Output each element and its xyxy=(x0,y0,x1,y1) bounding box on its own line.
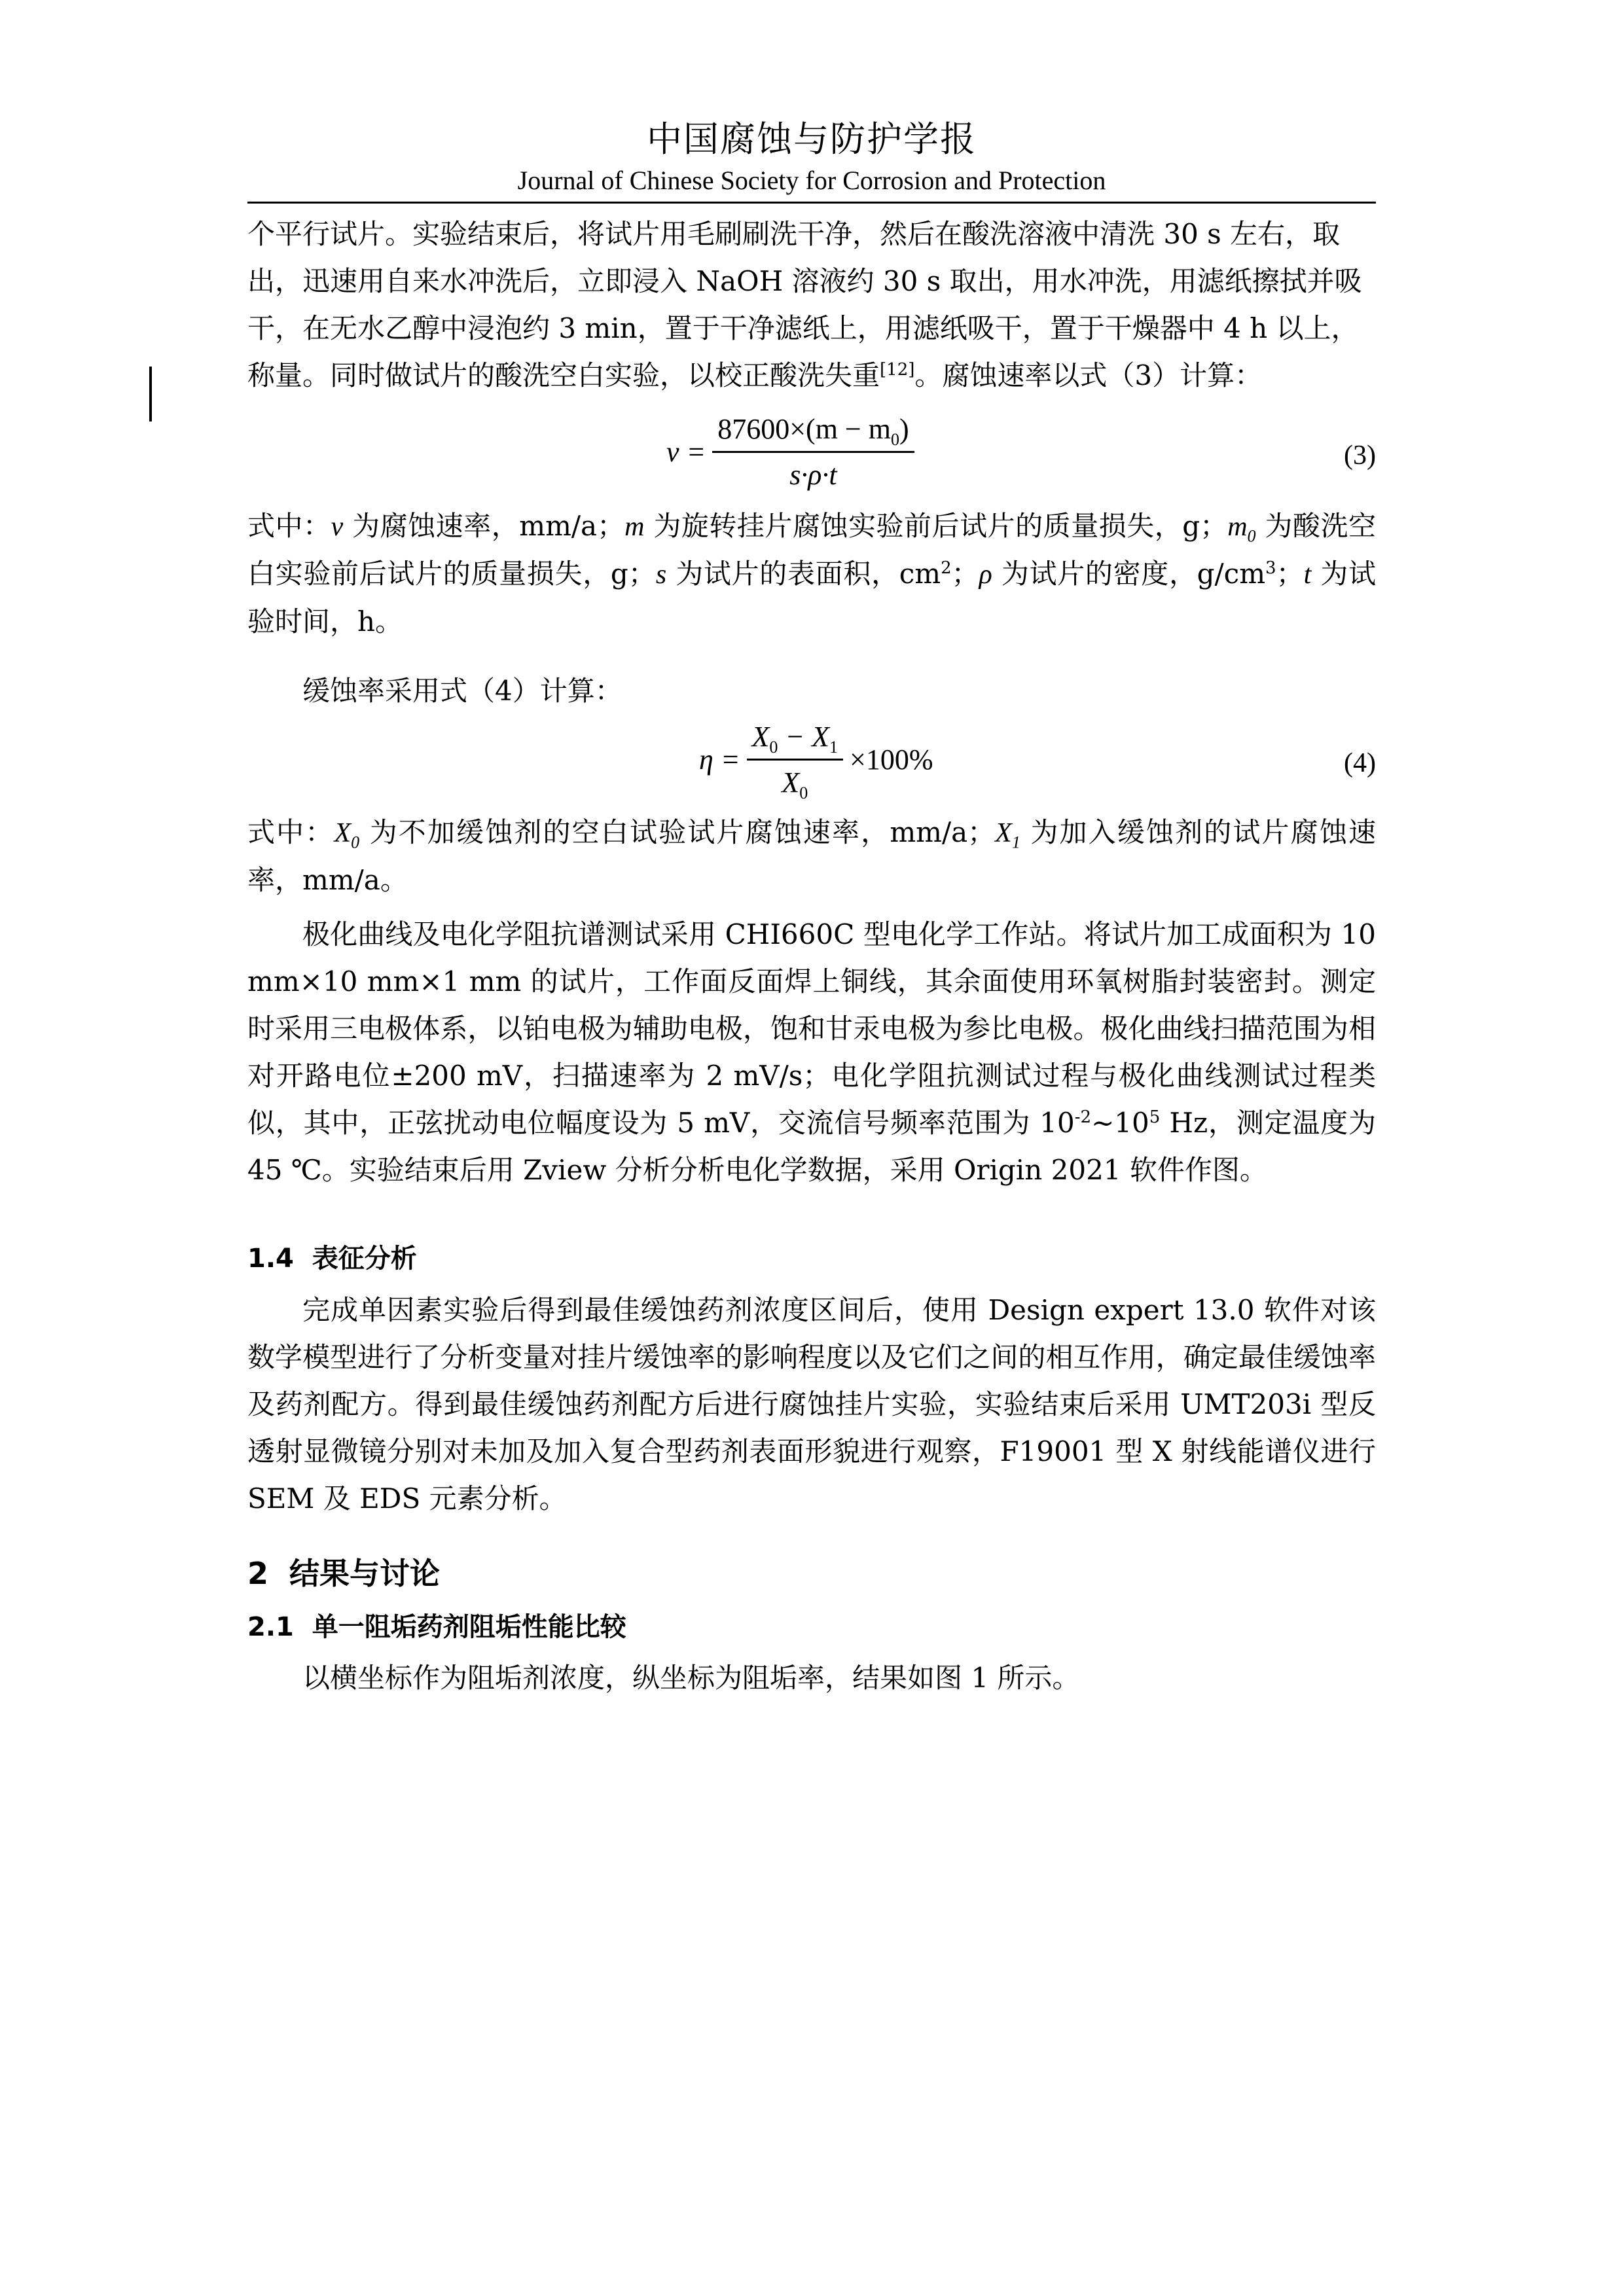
paragraph-results-intro: 以横坐标作为阻垢剂浓度，纵坐标为阻垢率，结果如图 1 所示。 xyxy=(302,1662,1080,1694)
paragraph-characterization: 完成单因素实验后得到最佳缓蚀药剂浓度区间后，使用 Design expert 13.0 软件对该数学模型进行了分析变量对挂片缓蚀率的影响程度以及它们之间的相互作用，确定最佳缓蚀率及药剂配方。得到最佳缓蚀药剂配方后进行腐蚀挂片实验，实验结束后采用 UMT203i 型反透射显微镜分别对未加及加入复合型药剂表面形貌进行观察，F19001 型 X 射线能谱仪进行 SEM 及 EDS 元素分析。 xyxy=(247,1294,1376,1515)
formula-3-definitions: 式中：v 为腐蚀速率，mm/a；m 为旋转挂片腐蚀实验前后试片的质量损失，g；$m_0$ 为酸洗空白实验前后试片的质量损失，g；s 为试片的表面积，$cm^2$；ρ 为试片的密度，$g/cm^3$；t 为试验时间，h。 xyxy=(247,510,1376,637)
formula-4-lhs: η = xyxy=(699,744,740,776)
formula-3-fraction xyxy=(712,412,914,492)
paragraph-continuation xyxy=(247,211,1376,399)
header-divider xyxy=(247,202,1376,204)
formula-3-numerator: $87600\times(m - m_0)$ xyxy=(712,412,914,453)
formula-4-numerator: $X_0 - X_1$ xyxy=(747,720,843,761)
paragraph-electrochemical: 极化曲线及电化学阻抗谱测试采用 CHI660C 型电化学工作站。将试片加工成面积为 10 mm×10 mm×1 mm 的试片，工作面反面焊上铜线，其余面使用环氧树脂封装密封。测定时采用三电极体系，以铂电极为辅助电极，饱和甘汞电极为参比电极。极化曲线扫描范围为相对开路电位±200 mV，扫描速率为 2 mV/s；电化学阻抗测试过程与极化曲线测试过程类似，其中，正弦扰动电位幅度设为 5 mV，交流信号频率范围为 $10^{-2}\sim 10^5$ Hz，测定温度为 45 ℃。实验结束后用 Zview 分析分析电化学数据，采用 Origin 2021 软件作图。 xyxy=(247,918,1376,1186)
formula-3-denominator: s·ρ·t xyxy=(789,459,837,491)
formula-4-fraction xyxy=(747,720,843,802)
journal-header xyxy=(247,115,1376,198)
formula-3 xyxy=(247,412,1376,497)
section-heading-2-1: 2.1 单一阻垢药剂阻垢性能比较 xyxy=(247,1612,626,1642)
para1-line3: 干，在无水乙醇中浸泡约 3 min，置于干净滤纸上，用滤纸吸干，置于干燥器中 4 h 以上， xyxy=(247,312,1359,344)
citation-ref: [12] xyxy=(880,360,915,380)
para1-line4: 称量。同时做试片的酸洗空白实验，以校正酸洗失重[12]。腐蚀速率以式（3）计算： xyxy=(247,359,1263,391)
formula-4-number: (4) xyxy=(1344,748,1376,778)
para1-line2: 出，迅速用自来水冲洗后，立即浸入 NaOH 溶液约 30 s 取出，用水冲洗，用滤纸擦拭并吸 xyxy=(247,265,1362,297)
formula-3-number: (3) xyxy=(1344,440,1376,471)
formula-4-denominator: $X_0$ xyxy=(782,766,808,802)
journal-title-en: Journal of Chinese Society for Corrosion and Protection xyxy=(517,166,1106,195)
section-heading-2: 2 结果与讨论 xyxy=(247,1556,441,1591)
formula-3-lhs: v = xyxy=(666,436,706,468)
section-heading-1-4: 1.4 表征分析 xyxy=(247,1244,417,1274)
revision-bar xyxy=(149,367,152,422)
formula-4-tail: ×100% xyxy=(850,744,933,776)
journal-title-cn: 中国腐蚀与防护学报 xyxy=(647,118,977,160)
formula-4 xyxy=(247,720,1376,805)
para1-line1: 个平行试片。实验结束后，将试片用毛刷刷洗干净，然后在酸洗溶液中清洗 30 s 左右，取 xyxy=(247,218,1341,250)
formula-4-definitions: 式中：$X_0$ 为不加缓蚀剂的空白试验试片腐蚀速率，mm/a；$X_1$ 为加入缓蚀剂的试片腐蚀速率，mm/a。 xyxy=(247,816,1376,896)
paragraph-inhibition-intro: 缓蚀率采用式（4）计算： xyxy=(302,675,623,707)
